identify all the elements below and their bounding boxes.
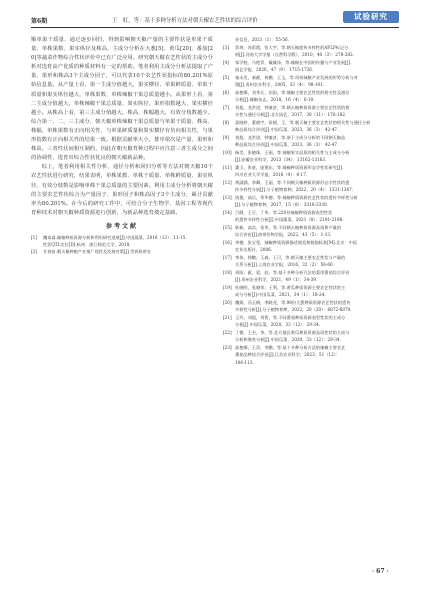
reference-number: [23]: [223, 344, 232, 350]
reference-text: 分析和聚类分析[J].中国瓜菜，2020，33（12）：29-34.: [235, 337, 341, 342]
reference-text: 魏娟，冯玉梅，李晓龙，等.98份大葱种质资源农艺性状的遗传: [235, 299, 351, 305]
reference-number: [18]: [223, 269, 232, 275]
reference-line: [223, 194, 401, 201]
reference-text: 种品质综合评价[J].中国瓜菜，2023，36（3）：42-47.: [235, 127, 339, 132]
reference-line: [223, 156, 401, 163]
reference-line: [223, 141, 401, 148]
reference-line: [31, 234, 213, 241]
reference-line: [223, 134, 401, 141]
reference-text: 耿新，高浩，张华，等.不同朝天椒种质资源品质和产量的: [235, 224, 342, 230]
reference-text: 杜晓明，张晓荣，王利，等.黄瓜种质资源主要农艺性状的主: [235, 284, 346, 290]
reference-text: 106-113.: [235, 359, 254, 365]
reference-line: [223, 119, 401, 126]
page-number: · 67 ·: [372, 568, 389, 575]
reference-text: 业信息，2021（1）：55-56.: [235, 37, 289, 42]
reference-line: [223, 149, 401, 156]
reference-text: 黄淑涵，李卿，王丽，等.不同朝天椒种质资源形态学性状的遗: [235, 179, 350, 185]
reference-text: 钱俊，高岳，荣华德，等.辣椒种质资源农艺性状的遗传多样性分析: [235, 194, 358, 200]
reference-line: [223, 306, 401, 313]
body-paragraph-1: 顺单果干质量、通过逐步回归，得到影响朝天椒产量的主要性状是单果干质量、单株果数、果实纵径及株高，主成分分析在大葱[5]、黄瓜[20]、番茄[20]等蔬菜作物综合性状评价中已有广泛应用。研究朝天椒农艺性状的主成分分析对选育高产优质的种质材料有一定的帮助。笔者利用主成分分析法提取了产量、果形和株高3个主成分因子，可以代表10个农艺性状指标的80.201%原始信息量。从产量上看，第一主成分值越大，果实横径、单果鲜质量、单果干质量和果实纵径越大，单株果数、单株辣椒干果总质量越小。从果形上看，第二主成分值越大，单株辣椒干果总质量、果实纵径、果形指数越大，果实横径越小。从株高上看，第三主成分值越大，株高、株幅越大，有效分枝数越少。综合第一、二、三主成分，朝天椒单株辣椒干果总质量与单果干质量、株高、株幅、单株果数有正向相关性，与单果鲜质量和果实横径有负向相关性，与果形指数有正向相关性的结果一致。根据贡献率大小，排序依次是产量、果形和株高，三者性状间相互制约，因此在朝天椒育种过程中应注意三者主成分之间的协调性，选育出综合性状优良的朝天椒新品种。: [31, 37, 213, 162]
reference-text: 策[J].贵州农业科学，2005，33（4）：98-101.: [235, 82, 325, 87]
reference-line: [223, 59, 401, 66]
reference-line: [31, 248, 213, 255]
reference-line: [223, 329, 401, 336]
reference-line: [223, 314, 401, 321]
reference-line: [31, 241, 213, 248]
reference-line: [223, 179, 401, 186]
left-column: [31, 36, 213, 255]
reference-text: 分析[J].辣椒杂志，2018，16（4）：6-10.: [235, 97, 315, 102]
reference-number: [3]: [223, 44, 229, 50]
reference-text: 刘旭，龙洪进，钟兼济，等.朝天椒种质资源主要农艺性状的相: [235, 104, 350, 110]
references-heading: 参考文献: [105, 222, 138, 230]
reference-line: [223, 299, 401, 306]
reference-line: [223, 284, 401, 291]
reference-text: 刘旭，龙洪进，钟兼济，等.基于主成分分析的不同朝天椒品: [235, 134, 346, 140]
reference-line: [223, 239, 401, 246]
reference-line: [223, 359, 401, 366]
reference-text: 番茄品种综合评价[J].江苏农业科学，2023，51（12）：: [235, 352, 341, 357]
reference-number: [1]: [31, 234, 37, 240]
reference-number: [13]: [223, 194, 232, 200]
reference-number: [21]: [223, 314, 232, 320]
reference-text: 分析[J].中国瓜菜，2020，33（12）：29-34.: [235, 322, 320, 327]
reference-line: [223, 351, 401, 358]
reference-text: [J].分子植物育种，2017，15（8）：3318-3330.: [235, 202, 328, 207]
reference-line: [223, 344, 401, 351]
reference-text: [J].安徽农业科学，2013（34）：13162-13163.: [235, 157, 327, 162]
reference-text: 成分分析[J].中国瓜菜，2021，34（1）：18-24.: [235, 292, 326, 297]
reference-text: 秦永发，秦献，何鹏，王玉，等.贵州辣椒产业发展的形势分析与对: [235, 74, 358, 80]
reference-number: [6]: [223, 89, 229, 95]
reference-text: 杨美，张晓珠，王丽，等.辣椒果实品质的相关性与主成分分析: [235, 149, 350, 155]
reference-line: [223, 336, 401, 343]
issue-label: 第6期: [31, 18, 48, 25]
reference-number: [2]: [31, 248, 37, 254]
reference-line: [223, 186, 401, 193]
reference-line: [223, 126, 401, 133]
reference-text: 邹学校，马艳青，戴雄泽，等.辣椒在中国的传播与产业发展[J].: [235, 59, 352, 65]
reference-line: [223, 224, 401, 231]
reference-text: 析[J].河南大学学报（自然科学版），2010，40（3）：278-282.: [235, 52, 355, 57]
header-rule: [31, 27, 399, 28]
reference-text: 关系分析[J].上海农业学报，2016，32（2）：56-60.: [235, 262, 335, 267]
reference-number: [10]: [223, 149, 232, 155]
reference-number: [22]: [223, 329, 232, 335]
reference-text: 贺珙，苏彩霞，张大宇，等.朝天椒遗传多样性的AFLP标记分: [235, 44, 349, 50]
reference-line: [223, 81, 401, 88]
reference-list-right: [223, 36, 401, 366]
reference-line: [223, 261, 401, 268]
reference-text: 综合评价[J].热带作物学报，2022，43（5）：1-13.: [235, 232, 332, 237]
reference-text: 高艳娜，王萍，李鹏，等.基于多种分析方法的辣椒主要农艺: [235, 344, 346, 350]
reference-number: [14]: [223, 209, 232, 215]
reference-text: 性状QTL定位[D].杭州：浙江师范大学，2018.: [43, 241, 131, 247]
reference-number: [8]: [223, 119, 229, 125]
reference-line: [223, 66, 401, 73]
reference-text: 农业出版社，2006.: [235, 247, 273, 252]
reference-line: [223, 246, 401, 253]
reference-text: 姜晓婷，董晓宇，侯晓，王，等.朝天椒主要农艺性状的相关性与通径分析: [235, 119, 371, 125]
reference-line: [223, 89, 401, 96]
reference-line: [223, 231, 401, 238]
reference-number: [17]: [223, 254, 232, 260]
reference-line: [223, 269, 401, 276]
reference-text: 李德，张宝玺，辣椒种质资源描述规范和数据标准[M].北京：中国: [235, 239, 357, 245]
reference-line: [223, 171, 401, 178]
reference-line: [223, 201, 401, 208]
reference-text: 李伟，徐鹏，王森，王可，等.朝天椒主要农艺性状与产量的: [235, 254, 346, 260]
reference-line: [223, 74, 401, 81]
reference-text: 魏家淼.辣椒种质资源分析和利用研究进展[J].中国蔬菜，2018（12）：11-15.: [43, 234, 187, 240]
journal-section-logo: 试验研究: [343, 11, 399, 23]
reference-text: 吕健，王可，丁华，等.220份辣椒种质资源表型性状: [235, 209, 333, 215]
reference-text: 桑卫，张豪，庞建东，等.辣椒种质资源形态学性状研究[J].: [235, 164, 344, 170]
reference-line: [223, 209, 401, 216]
reference-number: [15]: [223, 224, 232, 230]
reference-line: [223, 164, 401, 171]
reference-list-left: [31, 234, 213, 255]
reference-line: [223, 111, 401, 118]
reference-text: 关性与通径分析[J].北方园艺，2017，30（11）：176-182.: [235, 112, 347, 117]
reference-text: 多样性分析[J].分子植物育种，2022，20（20）：6872-6879.: [235, 307, 352, 312]
body-paragraph-2: 综上，笔者利用相关性分析、通径分析和回归分析等方法对朝天椒10个农艺性状进行研究，结果表明，单株果数、单株干质量、单株鲜质量、果实纵径、有效分枝数是影响单株干果总质量的主要因素。利用主成分分析将朝天椒的主要农艺性状综合为产量因子、果形因子和株高因子3个主成分，累计贡献率为80.201%。在今后的研究工作中，可结合分子生物学、基因工程等现代育种技术对朝天椒种质资源进行创新，为新品种选育奠定基础。: [31, 164, 213, 216]
reference-text: 的遗传多样性分析[J].中国蔬菜，2021（8）：2191-2198.: [235, 217, 344, 222]
reference-line: [223, 254, 401, 261]
reference-line: [223, 321, 401, 328]
reference-number: [19]: [223, 284, 232, 290]
reference-number: [4]: [223, 59, 229, 65]
reference-number: [16]: [223, 239, 232, 245]
reference-number: [12]: [223, 179, 232, 185]
reference-number: [9]: [223, 134, 229, 140]
reference-line: [223, 104, 401, 111]
reference-text: 传多样性分析[J].分子植物育种，2022，20（4）：1331-1347.: [235, 187, 354, 192]
reference-number: [7]: [223, 104, 229, 110]
right-column: [223, 36, 401, 366]
reference-line: [223, 36, 401, 43]
running-title: 王 虹，等：基于多种分析方法对朝天椒农艺性状的综合评价: [112, 18, 258, 24]
reference-text: 种品质综合评价[J].中国瓜菜，2023，36（3）：42-47.: [235, 142, 339, 147]
reference-line: [223, 216, 401, 223]
reference-number: [5]: [223, 74, 229, 80]
reference-text: 王玲，刘超，刘智，等.不同番茄种质资源表型性状的主成分: [235, 314, 346, 320]
reference-number: [223, 36, 235, 43]
reference-line: [223, 51, 401, 58]
reference-number: [20]: [223, 299, 232, 305]
reference-line: [223, 276, 401, 283]
reference-number: [11]: [223, 164, 232, 170]
reference-text: 甘春宿.朝天椒种植产业推广现状及发展对策[J].世界热带农: [43, 248, 152, 254]
reference-text: 邓陈，霍，晏，赵，等.基于多种分析方法的菜用番茄综合评价: [235, 269, 350, 275]
body-text: [31, 36, 213, 218]
reference-line: [223, 44, 401, 51]
reference-text: [J].贵州农业科学，2021，49（1）：34-39.: [235, 277, 318, 282]
reference-text: 园艺学报，2020，47（9）：1715-1726.: [235, 67, 314, 72]
reference-line: [223, 96, 401, 103]
reference-line: [223, 291, 401, 298]
reference-text: 高艳娜，刘华兵，田雨，等.辣椒主要农艺性状的相关性及通径: [235, 89, 350, 95]
reference-text: 丁德，王杰，李，等.北方地区黄瓜种质资源品质性状的主成分: [235, 329, 350, 335]
reference-text: 四川农业大学学报，2018（4）：6-17.: [235, 172, 308, 177]
